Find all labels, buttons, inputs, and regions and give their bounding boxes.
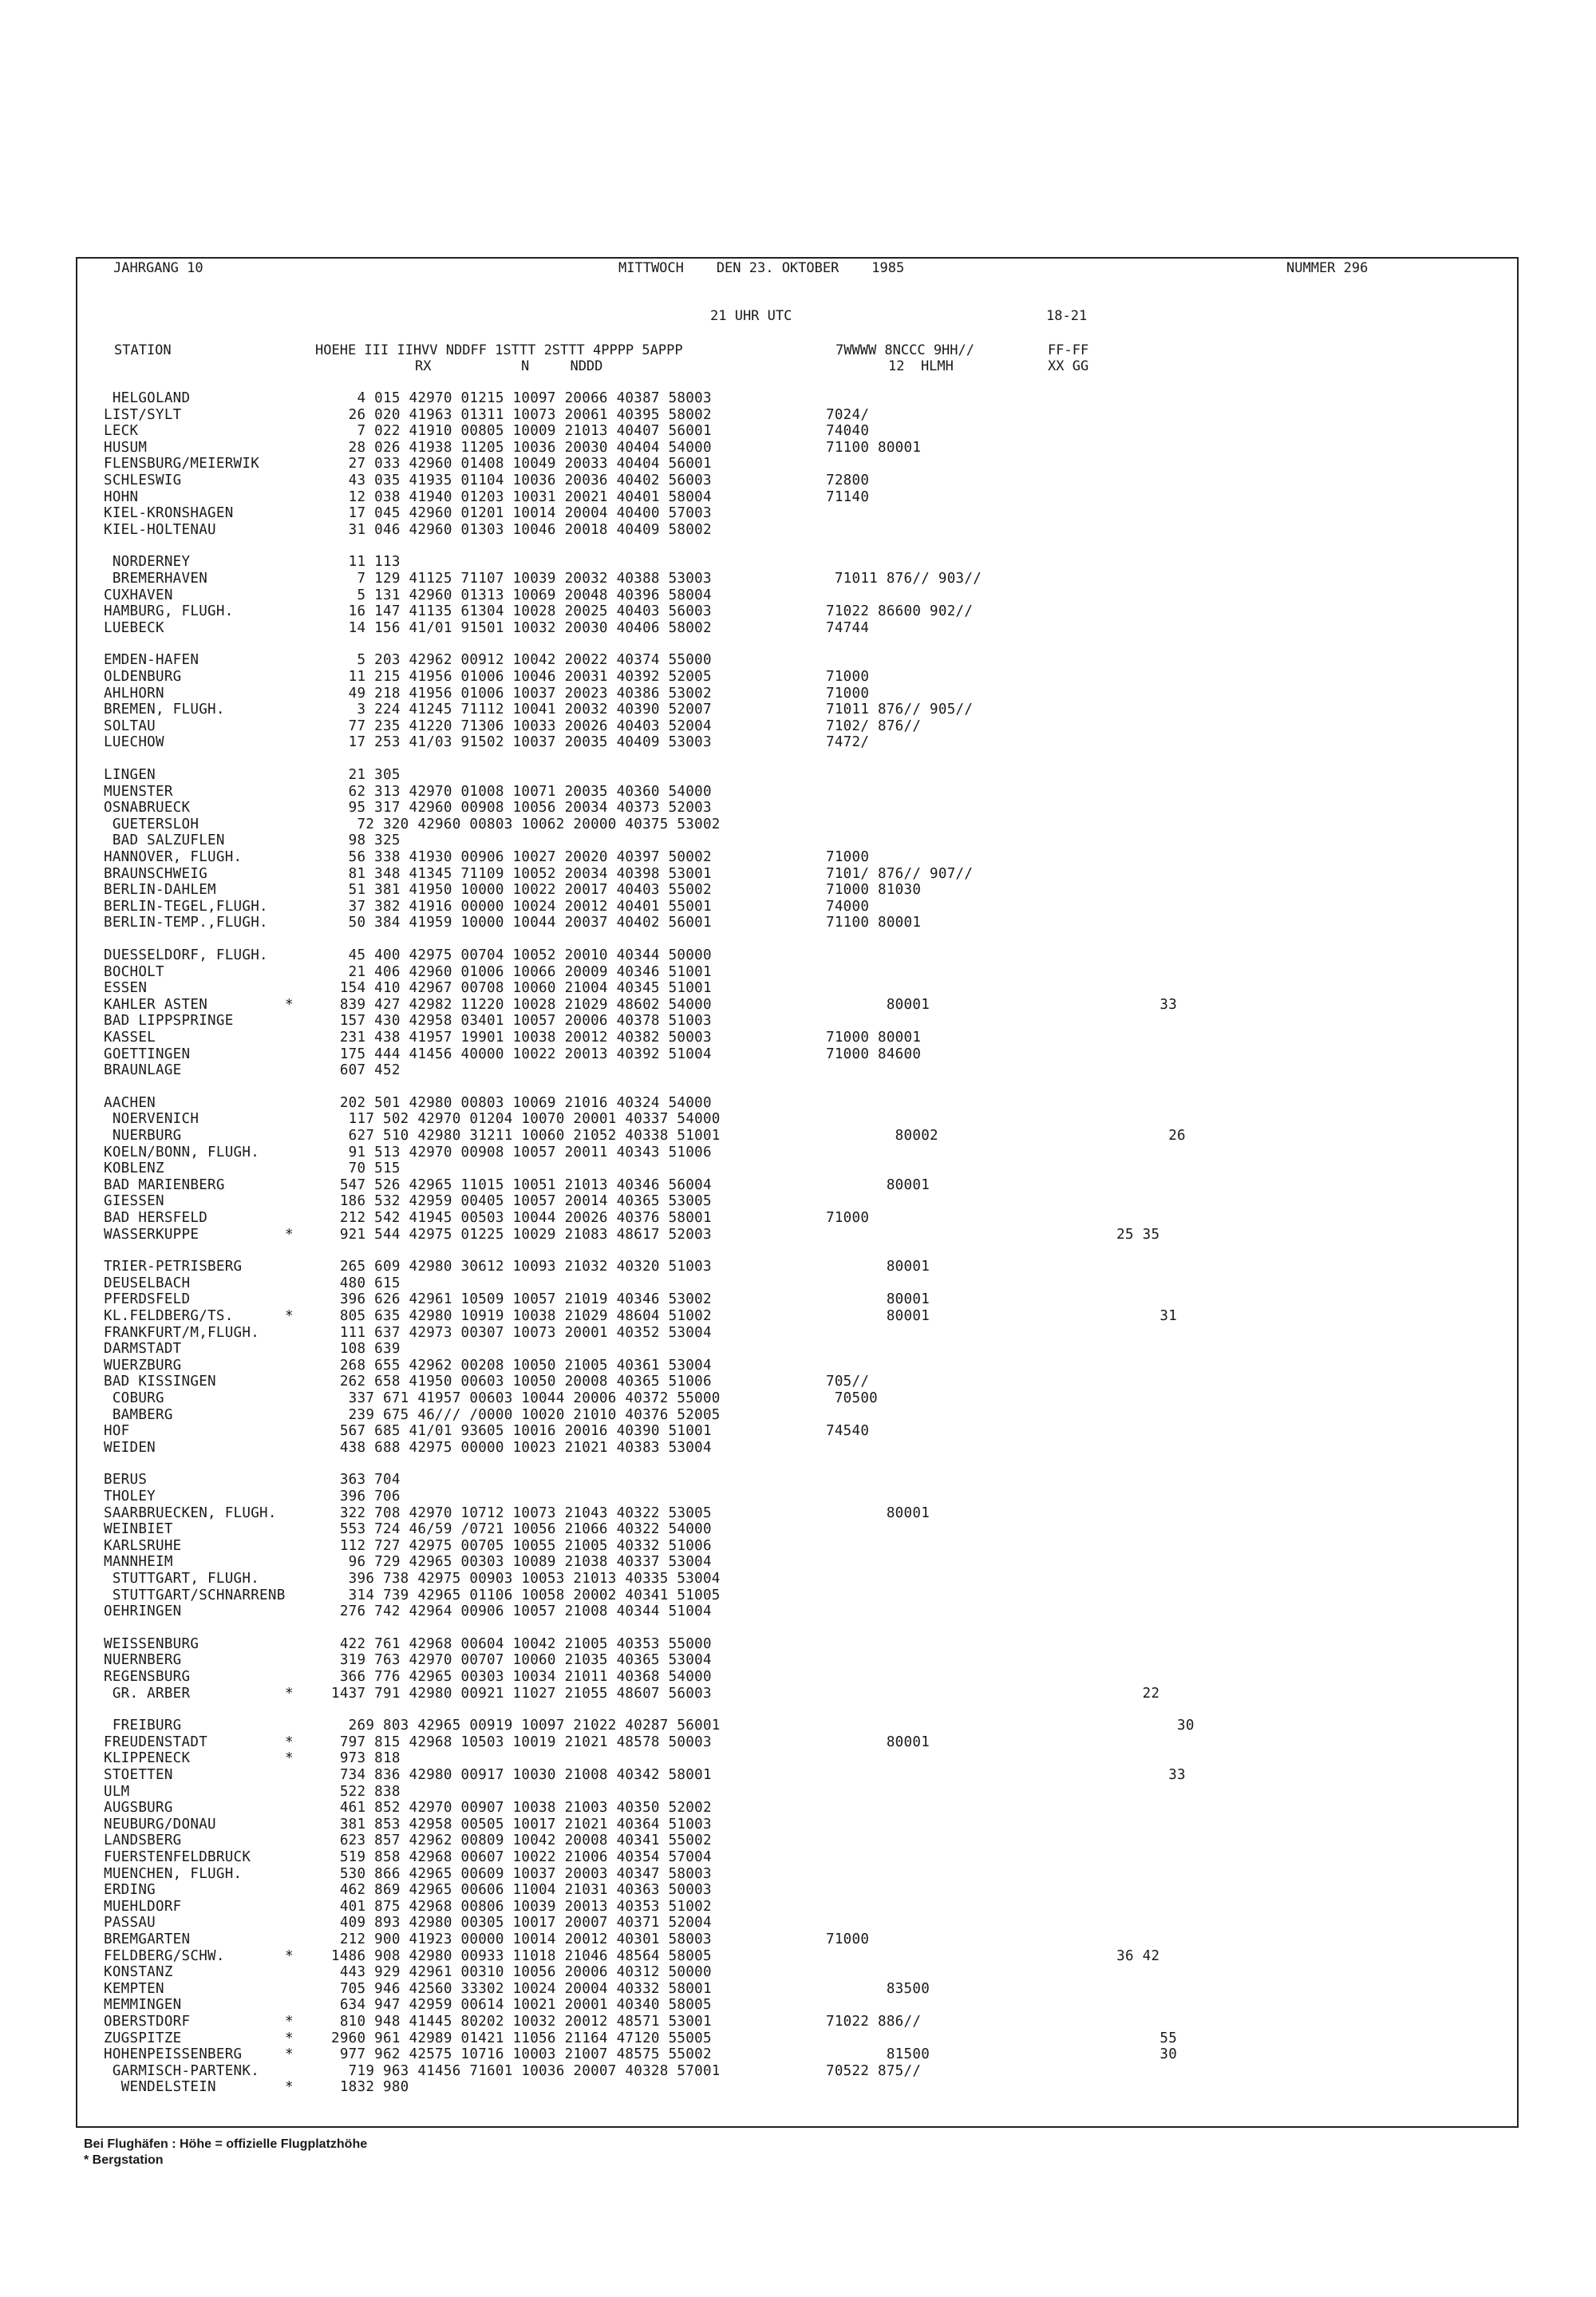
observation-groups: 95 317 42960 00908 10056 20034 40373 52003 bbox=[331, 800, 712, 816]
observation-groups: 734 836 42980 00917 10030 21008 40342 58001 bbox=[331, 1767, 712, 1783]
issue-number: NUMMER 296 bbox=[1286, 260, 1369, 276]
observation-groups: 381 853 42958 00505 10017 21021 40364 51003 bbox=[331, 1816, 712, 1832]
station-name: FUERSTENFELDBRUCK bbox=[104, 1849, 251, 1865]
observation-groups: 7 129 41125 71107 10039 20032 40388 53003 bbox=[331, 571, 712, 587]
observation-groups: 7 022 41910 00805 10009 21013 40407 56001 bbox=[331, 423, 712, 440]
observation-groups: 1832 980 bbox=[331, 2079, 409, 2096]
station-name: MUENSTER bbox=[104, 783, 173, 800]
station-name: WASSERKUPPE bbox=[104, 1226, 200, 1243]
observation-groups: 634 947 42959 00614 10021 20001 40340 58005 bbox=[331, 1997, 712, 2014]
wind-gusts: 36 42 bbox=[1073, 1947, 1160, 1964]
station-name: BAD KISSINGEN bbox=[104, 1374, 216, 1390]
station-name: BOCHOLT bbox=[104, 963, 164, 980]
station-name: LINGEN bbox=[104, 767, 156, 783]
observation-groups: 3 224 41245 71112 10041 20032 40390 52007 bbox=[331, 702, 712, 718]
observation-groups: 553 724 46/59 /0721 10056 21066 40322 54000 bbox=[331, 1521, 712, 1538]
station-name: AACHEN bbox=[104, 1094, 156, 1111]
station-name: PASSAU bbox=[104, 1915, 156, 1931]
extra-groups: 80002 bbox=[826, 1128, 938, 1144]
observation-groups: 627 510 42980 31211 10060 21052 40338 51001 bbox=[331, 1128, 721, 1144]
station-name: ESSEN bbox=[104, 980, 148, 997]
extra-groups: 80001 bbox=[826, 1259, 930, 1275]
extra-groups: 71100 80001 bbox=[826, 915, 922, 931]
station-name: AHLHORN bbox=[104, 685, 164, 702]
station-name: LECK bbox=[104, 423, 139, 440]
observation-groups: 117 502 42970 01204 10070 20001 40337 54000 bbox=[331, 1111, 721, 1128]
extra-groups: 71022 886// bbox=[826, 2014, 922, 2030]
station-name: HANNOVER, FLUGH. bbox=[104, 849, 243, 865]
observation-groups: 5 131 42960 01313 10069 20048 40396 58004 bbox=[331, 587, 712, 603]
wind-gusts: 25 35 bbox=[1073, 1226, 1160, 1243]
observation-groups: 17 253 41/03 91502 10037 20035 40409 53003 bbox=[331, 734, 712, 751]
observation-groups: 810 948 41445 80202 10032 20012 48571 53001 bbox=[331, 2014, 712, 2030]
station-name: BAD MARIENBERG bbox=[104, 1176, 225, 1193]
station-name: FELDBERG/SCHW. bbox=[104, 1947, 225, 1964]
observation-groups: 269 803 42965 00919 10097 21022 40287 56001 bbox=[331, 1718, 721, 1734]
extra-groups: 71000 bbox=[826, 1210, 870, 1226]
observation-groups: 973 818 bbox=[331, 1750, 401, 1767]
extra-groups: 80001 bbox=[826, 1176, 930, 1193]
observation-groups: 98 325 bbox=[331, 832, 401, 849]
station-name: BAD HERSFELD bbox=[104, 1210, 208, 1226]
station-name: BRAUNSCHWEIG bbox=[104, 865, 208, 882]
observation-groups: 2960 961 42989 01421 11056 21164 47120 55005 bbox=[331, 2030, 712, 2046]
extra-groups: 74744 bbox=[826, 619, 870, 636]
station-name: ULM bbox=[104, 1783, 130, 1800]
observation-groups: 108 639 bbox=[331, 1341, 401, 1358]
station-name: HOHENPEISSENBERG bbox=[104, 2046, 243, 2063]
station-name: KAHLER ASTEN bbox=[104, 996, 208, 1013]
extra-groups: 71140 bbox=[826, 488, 870, 505]
station-name: HELGOLAND bbox=[104, 390, 191, 406]
station-name: MUENCHEN, FLUGH. bbox=[104, 1865, 243, 1882]
observation-groups: 438 688 42975 00000 10023 21021 40383 53004 bbox=[331, 1439, 712, 1456]
observation-groups: 921 544 42975 01225 10029 21083 48617 52003 bbox=[331, 1226, 712, 1243]
observation-groups: 212 542 41945 00503 10044 20026 40376 58001 bbox=[331, 1210, 712, 1226]
observation-groups: 480 615 bbox=[331, 1275, 401, 1291]
extra-groups: 72800 bbox=[826, 472, 870, 488]
station-name: EMDEN-HAFEN bbox=[104, 652, 200, 669]
extra-groups: 71000 81030 bbox=[826, 882, 922, 899]
observation-groups: 462 869 42965 00606 11004 21031 40363 50003 bbox=[331, 1882, 712, 1899]
station-name: KEMPTEN bbox=[104, 1980, 164, 1997]
observation-groups: 461 852 42970 00907 10038 21003 40350 52002 bbox=[331, 1800, 712, 1817]
extra-groups: 7472/ bbox=[826, 734, 870, 751]
observation-groups: 70 515 bbox=[331, 1160, 401, 1177]
station-name: BRAUNLAGE bbox=[104, 1062, 182, 1079]
extra-groups: 74000 bbox=[826, 898, 870, 915]
observation-groups: 396 626 42961 10509 10057 21019 40346 53002 bbox=[331, 1291, 712, 1308]
station-name: GUETERSLOH bbox=[104, 816, 200, 832]
station-name: STOETTEN bbox=[104, 1767, 173, 1783]
observation-groups: 43 035 41935 01104 10036 20036 40402 56003 bbox=[331, 472, 712, 488]
observation-groups: 45 400 42975 00704 10052 20010 40344 50000 bbox=[331, 947, 712, 963]
station-name: WEISSENBURG bbox=[104, 1635, 200, 1652]
station-name: KLIPPENECK bbox=[104, 1750, 191, 1767]
extra-groups: 705// bbox=[826, 1374, 870, 1390]
observation-groups: 443 929 42961 00310 10056 20006 40312 50000 bbox=[331, 1964, 712, 1981]
station-name: AUGSBURG bbox=[104, 1800, 173, 1817]
column-extra: 7WWWW 8NCCC 9HH// bbox=[836, 342, 974, 358]
observation-groups: 91 513 42970 00908 10057 20011 40343 51006 bbox=[331, 1144, 712, 1160]
observation-groups: 31 046 42960 01303 10046 20018 40409 58002 bbox=[331, 521, 712, 538]
observation-groups: 212 900 41923 00000 10014 20012 40301 58003 bbox=[331, 1931, 712, 1947]
observation-groups: 567 685 41/01 93605 10016 20016 40390 51001 bbox=[331, 1423, 712, 1440]
station-name: GR. ARBER bbox=[104, 1685, 191, 1702]
extra-groups: 7101/ 876// 907// bbox=[826, 865, 974, 882]
observation-groups: 239 675 46/// /0000 10020 21010 40376 52005 bbox=[331, 1406, 721, 1423]
extra-groups: 71000 bbox=[826, 685, 870, 702]
extra-groups: 71011 876// 903// bbox=[826, 571, 982, 587]
observation-groups: 705 946 42560 33302 10024 20004 40332 58001 bbox=[331, 1980, 712, 1997]
extra-groups: 71000 bbox=[826, 669, 870, 685]
station-name: WENDELSTEIN bbox=[104, 2079, 216, 2096]
station-name: SCHLESWIG bbox=[104, 472, 182, 488]
station-name: BERLIN-TEMP.,FLUGH. bbox=[104, 915, 268, 931]
observation-groups: 12 038 41940 01203 10031 20021 40401 58004 bbox=[331, 488, 712, 505]
mountain-marker: * bbox=[285, 1947, 294, 1964]
extra-groups: 70500 bbox=[826, 1390, 879, 1406]
extra-groups: 81500 bbox=[826, 2046, 930, 2063]
station-name: COBURG bbox=[104, 1390, 164, 1406]
wind-gusts: 30 bbox=[1073, 2046, 1178, 2063]
wind-gusts: 26 bbox=[1073, 1128, 1186, 1144]
observation-time: 21 UHR UTC bbox=[710, 308, 792, 324]
footnote-airports: Bei Flughäfen : Höhe = offizielle Flugplatzhöhe bbox=[84, 2137, 368, 2151]
observation-groups: 14 156 41/01 91501 10032 20030 40406 58002 bbox=[331, 619, 712, 636]
extra-groups: 71000 80001 bbox=[826, 1030, 922, 1046]
station-name: LANDSBERG bbox=[104, 1832, 182, 1849]
observation-groups: 401 875 42968 00806 10039 20013 40353 51002 bbox=[331, 1898, 712, 1915]
observation-groups: 547 526 42965 11015 10051 21013 40346 56004 bbox=[331, 1176, 712, 1193]
station-name: DARMSTADT bbox=[104, 1341, 182, 1358]
station-name: FRANKFURT/M,FLUGH. bbox=[104, 1324, 260, 1341]
station-name: FREUDENSTADT bbox=[104, 1734, 208, 1750]
station-name: KIEL-HOLTENAU bbox=[104, 521, 216, 538]
station-name: FREIBURG bbox=[104, 1718, 182, 1734]
station-name: OBERSTDORF bbox=[104, 2014, 191, 2030]
station-name: OSNABRUECK bbox=[104, 800, 191, 816]
station-name: HAMBURG, FLUGH. bbox=[104, 603, 234, 620]
observation-groups: 1486 908 42980 00933 11018 21046 48564 58005 bbox=[331, 1947, 712, 1964]
column-wind-sub: XX GG bbox=[1048, 358, 1089, 374]
extra-groups: 80001 bbox=[826, 1504, 930, 1521]
extra-groups: 71100 80001 bbox=[826, 439, 922, 456]
station-name: STUTTGART/SCHNARRENB bbox=[104, 1587, 286, 1603]
extra-groups: 7024/ bbox=[826, 406, 870, 423]
extra-groups: 80001 bbox=[826, 1734, 930, 1750]
observation-groups: 154 410 42967 00708 10060 21004 40345 51001 bbox=[331, 980, 712, 997]
observation-groups: 396 738 42975 00903 10053 21013 40335 53004 bbox=[331, 1571, 721, 1587]
observation-groups: 797 815 42968 10503 10019 21021 48578 50003 bbox=[331, 1734, 712, 1750]
observation-groups: 265 609 42980 30612 10093 21032 40320 51003 bbox=[331, 1259, 712, 1275]
observation-groups: 422 761 42968 00604 10042 21005 40353 55000 bbox=[331, 1635, 712, 1652]
observation-groups: 5 203 42962 00912 10042 20022 40374 55000 bbox=[331, 652, 712, 669]
station-name: BERLIN-DAHLEM bbox=[104, 882, 216, 899]
station-name: PFERDSFELD bbox=[104, 1291, 191, 1308]
observation-groups: 231 438 41957 19901 10038 20012 40382 50003 bbox=[331, 1030, 712, 1046]
observation-groups: 839 427 42982 11220 10028 21029 48602 54000 bbox=[331, 996, 712, 1013]
station-name: HOF bbox=[104, 1423, 130, 1440]
footnote-mountain: * Bergstation bbox=[84, 2153, 164, 2167]
station-name: NUERBURG bbox=[104, 1128, 182, 1144]
station-name: OLDENBURG bbox=[104, 669, 182, 685]
observation-groups: 276 742 42964 00906 10057 21008 40344 51004 bbox=[331, 1603, 712, 1620]
station-name: FLENSBURG/MEIERWIK bbox=[104, 456, 260, 472]
station-name: LUECHOW bbox=[104, 734, 164, 751]
station-name: NUERNBERG bbox=[104, 1652, 182, 1669]
extra-groups: 74540 bbox=[826, 1423, 870, 1440]
observation-groups: 319 763 42970 00707 10060 21035 40365 53004 bbox=[331, 1652, 712, 1669]
observation-groups: 51 381 41950 10000 10022 20017 40403 55002 bbox=[331, 882, 712, 899]
mountain-marker: * bbox=[285, 2079, 294, 2096]
station-name: KIEL-KRONSHAGEN bbox=[104, 505, 234, 522]
station-name: GOETTINGEN bbox=[104, 1046, 191, 1062]
station-name: LUEBECK bbox=[104, 619, 164, 636]
station-name: NORDERNEY bbox=[104, 554, 191, 571]
extra-groups: 71000 84600 bbox=[826, 1046, 922, 1062]
observation-groups: 719 963 41456 71601 10036 20007 40328 57001 bbox=[331, 2062, 721, 2079]
observation-groups: 519 858 42968 00607 10022 21006 40354 57004 bbox=[331, 1849, 712, 1865]
station-name: TRIER-PETRISBERG bbox=[104, 1259, 243, 1275]
station-name: GARMISCH-PARTENK. bbox=[104, 2062, 260, 2079]
mountain-marker: * bbox=[285, 2030, 294, 2046]
observation-groups: 49 218 41956 01006 10037 20023 40386 53002 bbox=[331, 685, 712, 702]
observation-groups: 522 838 bbox=[331, 1783, 401, 1800]
station-name: MANNHEIM bbox=[104, 1554, 173, 1571]
station-name: WEIDEN bbox=[104, 1439, 156, 1456]
station-name: BAD LIPPSPRINGE bbox=[104, 1013, 234, 1030]
wind-gusts: 33 bbox=[1073, 1767, 1186, 1783]
mountain-marker: * bbox=[285, 1308, 294, 1324]
station-name: DEUSELBACH bbox=[104, 1275, 191, 1291]
station-name: ERDING bbox=[104, 1882, 156, 1899]
station-name: NOERVENICH bbox=[104, 1111, 200, 1128]
observation-groups: 112 727 42975 00705 10055 21005 40332 51006 bbox=[331, 1537, 712, 1554]
station-name: BAMBERG bbox=[104, 1406, 173, 1423]
column-groups: HOEHE III IIHVV NDDFF 1STTT 2STTT 4PPPP 5APPP bbox=[315, 342, 683, 358]
mountain-marker: * bbox=[285, 1226, 294, 1243]
observation-groups: 96 729 42965 00303 10089 21038 40337 53004 bbox=[331, 1554, 712, 1571]
mountain-marker: * bbox=[285, 996, 294, 1013]
observation-groups: 11 215 41956 01006 10046 20031 40392 52005 bbox=[331, 669, 712, 685]
observation-groups: 202 501 42980 00803 10069 21016 40324 54000 bbox=[331, 1094, 712, 1111]
observation-groups: 77 235 41220 71306 10033 20026 40403 52004 bbox=[331, 718, 712, 734]
column-wind: FF-FF bbox=[1048, 342, 1089, 358]
station-name: STUTTGART, FLUGH. bbox=[104, 1571, 260, 1587]
observation-groups: 21 406 42960 01006 10066 20009 40346 51001 bbox=[331, 963, 712, 980]
station-name: SAARBRUECKEN, FLUGH. bbox=[104, 1504, 277, 1521]
extra-groups: 80001 bbox=[826, 996, 930, 1013]
column-extra-sub: 12 HLMH bbox=[888, 358, 954, 374]
wind-interval: 18-21 bbox=[1046, 308, 1088, 324]
observation-groups: 623 857 42962 00809 10042 20008 40341 55002 bbox=[331, 1832, 712, 1849]
station-name: BERUS bbox=[104, 1472, 148, 1489]
station-name: ZUGSPITZE bbox=[104, 2030, 182, 2046]
wind-gusts: 33 bbox=[1073, 996, 1178, 1013]
observation-groups: 322 708 42970 10712 10073 21043 40322 53005 bbox=[331, 1504, 712, 1521]
observation-groups: 396 706 bbox=[331, 1489, 401, 1504]
observation-groups: 17 045 42960 01201 10014 20004 40400 57003 bbox=[331, 505, 712, 522]
mountain-marker: * bbox=[285, 2046, 294, 2063]
extra-groups: 71000 bbox=[826, 1931, 870, 1947]
observation-groups: 72 320 42960 00803 10062 20000 40375 53002 bbox=[331, 816, 721, 832]
wind-gusts: 31 bbox=[1073, 1308, 1178, 1324]
station-name: BREMGARTEN bbox=[104, 1931, 191, 1947]
mountain-marker: * bbox=[285, 1750, 294, 1767]
observation-groups: 4 015 42970 01215 10097 20066 40387 58003 bbox=[331, 390, 712, 406]
station-name: MUEHLDORF bbox=[104, 1898, 182, 1915]
mountain-marker: * bbox=[285, 1685, 294, 1702]
station-name: LIST/SYLT bbox=[104, 406, 182, 423]
station-name: MEMMINGEN bbox=[104, 1997, 182, 2014]
observation-groups: 26 020 41963 01311 10073 20061 40395 58002 bbox=[331, 406, 712, 423]
jahrgang-label: JAHRGANG 10 bbox=[113, 260, 203, 276]
observation-groups: 186 532 42959 00405 10057 20014 40365 53005 bbox=[331, 1193, 712, 1210]
observation-groups: 607 452 bbox=[331, 1062, 401, 1079]
extra-groups: 80001 bbox=[826, 1308, 930, 1324]
station-name: HOHN bbox=[104, 488, 139, 505]
extra-groups: 7102/ 876// bbox=[826, 718, 922, 734]
mountain-marker: * bbox=[285, 1734, 294, 1750]
observation-groups: 27 033 42960 01408 10049 20033 40404 56001 bbox=[331, 456, 712, 472]
observation-groups: 56 338 41930 00906 10027 20020 40397 50002 bbox=[331, 849, 712, 865]
extra-groups: 83500 bbox=[826, 1980, 930, 1997]
observation-groups: 530 866 42965 00609 10037 20003 40347 58003 bbox=[331, 1865, 712, 1882]
observation-groups: 111 637 42973 00307 10073 20001 40352 53004 bbox=[331, 1324, 712, 1341]
station-name: DUESSELDORF, FLUGH. bbox=[104, 947, 268, 963]
observation-groups: 21 305 bbox=[331, 767, 401, 783]
observation-groups: 175 444 41456 40000 10022 20013 40392 51004 bbox=[331, 1046, 712, 1062]
observation-groups: 157 430 42958 03401 10057 20006 40378 51003 bbox=[331, 1013, 712, 1030]
observation-groups: 262 658 41950 00603 10050 20008 40365 51006 bbox=[331, 1374, 712, 1390]
observation-groups: 409 893 42980 00305 10017 20007 40371 52004 bbox=[331, 1915, 712, 1931]
station-name: WUERZBURG bbox=[104, 1357, 182, 1374]
observation-groups: 28 026 41938 11205 10036 20030 40404 54000 bbox=[331, 439, 712, 456]
station-name: NEUBURG/DONAU bbox=[104, 1816, 216, 1832]
column-groups-sub: RX N NDDD bbox=[415, 358, 603, 374]
report-frame bbox=[76, 257, 1519, 2128]
observation-groups: 805 635 42980 10919 10038 21029 48604 51002 bbox=[331, 1308, 712, 1324]
observation-groups: 268 655 42962 00208 10050 21005 40361 53004 bbox=[331, 1357, 712, 1374]
observation-groups: 366 776 42965 00303 10034 21011 40368 54000 bbox=[331, 1669, 712, 1685]
station-name: GIESSEN bbox=[104, 1193, 164, 1210]
extra-groups: 71000 bbox=[826, 849, 870, 865]
station-name: HUSUM bbox=[104, 439, 148, 456]
station-name: KL.FELDBERG/TS. bbox=[104, 1308, 234, 1324]
observation-groups: 314 739 42965 01106 10058 20002 40341 51005 bbox=[331, 1587, 721, 1603]
date-line: MITTWOCH DEN 23. OKTOBER 1985 bbox=[618, 260, 905, 276]
observation-groups: 11 113 bbox=[331, 554, 401, 571]
station-name: KONSTANZ bbox=[104, 1964, 173, 1981]
wind-gusts: 30 bbox=[1073, 1718, 1195, 1734]
station-name: BREMEN, FLUGH. bbox=[104, 702, 225, 718]
wind-gusts: 55 bbox=[1073, 2030, 1178, 2046]
station-name: KOBLENZ bbox=[104, 1160, 164, 1177]
station-name: KOELN/BONN, FLUGH. bbox=[104, 1144, 260, 1160]
wind-gusts: 22 bbox=[1073, 1685, 1160, 1702]
station-name: CUXHAVEN bbox=[104, 587, 173, 603]
observation-groups: 16 147 41135 61304 10028 20025 40403 56003 bbox=[331, 603, 712, 620]
station-name: BAD SALZUFLEN bbox=[104, 832, 225, 849]
observation-groups: 50 384 41959 10000 10044 20037 40402 56001 bbox=[331, 915, 712, 931]
observation-groups: 37 382 41916 00000 10024 20012 40401 55001 bbox=[331, 898, 712, 915]
extra-groups: 71022 86600 902// bbox=[826, 603, 974, 620]
station-name: WEINBIET bbox=[104, 1521, 173, 1538]
observation-groups: 977 962 42575 10716 10003 21007 48575 55002 bbox=[331, 2046, 712, 2063]
station-name: KARLSRUHE bbox=[104, 1537, 182, 1554]
extra-groups: 70522 875// bbox=[826, 2062, 922, 2079]
extra-groups: 71011 876// 905// bbox=[826, 702, 974, 718]
station-name: THOLEY bbox=[104, 1489, 156, 1504]
extra-groups: 74040 bbox=[826, 423, 870, 440]
station-name: BERLIN-TEGEL,FLUGH. bbox=[104, 898, 268, 915]
observation-groups: 1437 791 42980 00921 11027 21055 48607 56003 bbox=[331, 1685, 712, 1702]
observation-groups: 62 313 42970 01008 10071 20035 40360 54000 bbox=[331, 783, 712, 800]
station-name: SOLTAU bbox=[104, 718, 156, 734]
observation-groups: 81 348 41345 71109 10052 20034 40398 53001 bbox=[331, 865, 712, 882]
station-name: REGENSBURG bbox=[104, 1669, 191, 1685]
station-name: BREMERHAVEN bbox=[104, 571, 208, 587]
mountain-marker: * bbox=[285, 2014, 294, 2030]
observation-groups: 337 671 41957 00603 10044 20006 40372 55000 bbox=[331, 1390, 721, 1406]
observation-groups: 363 704 bbox=[331, 1472, 401, 1489]
extra-groups: 80001 bbox=[826, 1291, 930, 1308]
station-name: KASSEL bbox=[104, 1030, 156, 1046]
station-name: OEHRINGEN bbox=[104, 1603, 182, 1620]
column-station: STATION bbox=[114, 342, 172, 358]
